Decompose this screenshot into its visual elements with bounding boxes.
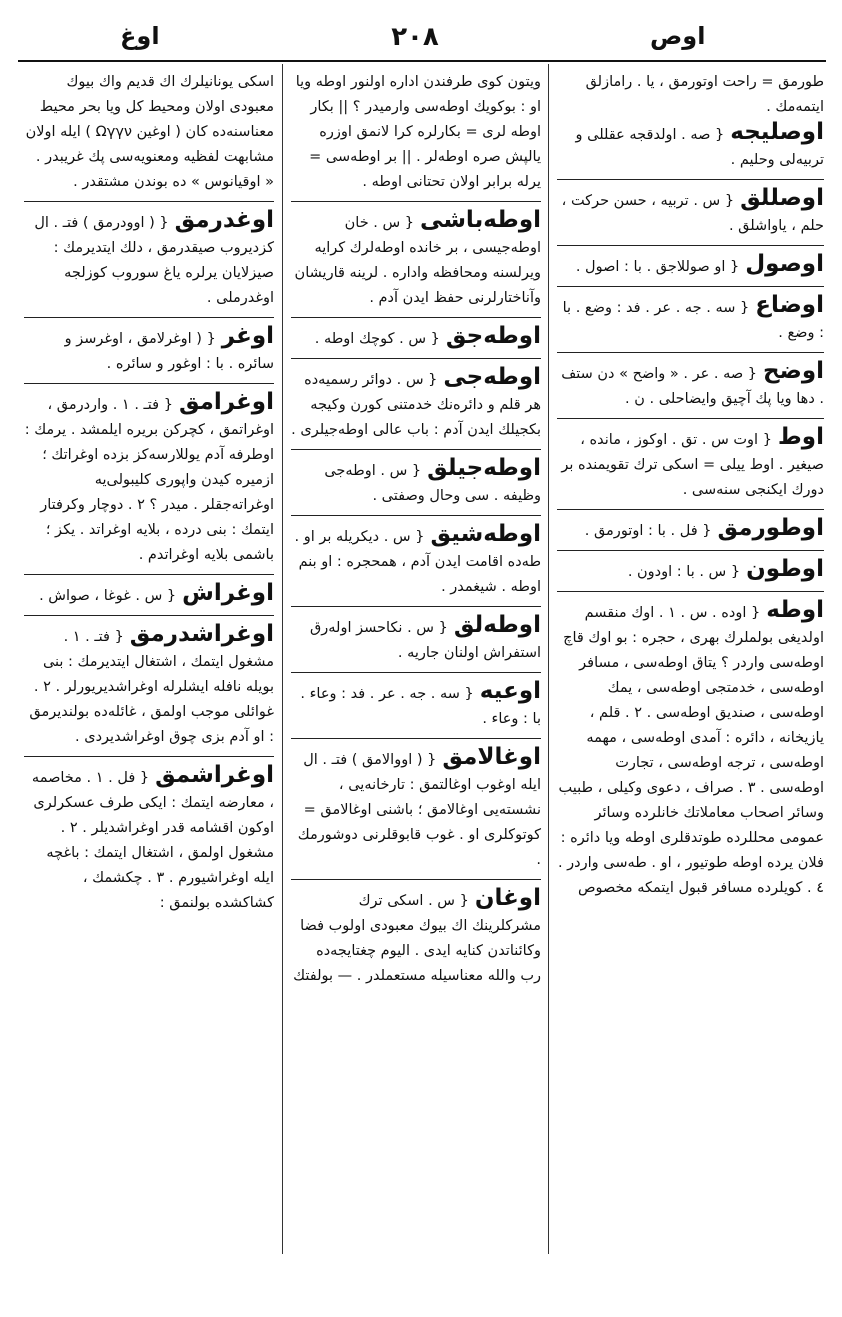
entry-definition: { س . اسكى ترك مشركلرينك اك بيوك معبودى اولوب فضا وكائناتدن كنايه ايدى . اليوم چغتايجەده رب والله معناسيله مستعملدر . — بولفتك bbox=[293, 893, 541, 984]
entry-definition: { ( اوغرلامق ، اوغرسز و سائره . با : اوغور و سائره . bbox=[64, 331, 274, 372]
entry-definition: { س . با : اودون . bbox=[627, 564, 741, 580]
entry-headword: اوطه‌لق bbox=[453, 612, 541, 638]
entry-definition: { فتـ . ١ . واردرمق ، اوغراتمق ، كچركن بريره ايلمشد . يرمك : اوطرفه آدم يوللارسه‌كز بزده اوغراتك ؛ ازميره كيدن واپورى كليبولى‌يه اوغراتەجقلر . ميدر ؟ ٢ . دوچار وكرفتار ايتمك : بنى درده ، بلايه اوغراتد . يكز ؛ باشمى بلايه اوغراتدم . bbox=[24, 397, 274, 563]
header-rule bbox=[18, 60, 826, 62]
entry-headword: اوطه‌شيق bbox=[430, 521, 541, 547]
entry-definition: { ( اوودرمق ) فتـ . ال كزديروب صيقدرمق ، دلك ايتديرمك : صيزلايان يرلره ياغ سوروب كوزلجه اوغدرملى . bbox=[34, 215, 274, 306]
dictionary-entry bbox=[24, 208, 274, 318]
entry-definition: { فل . ١ . مخاصمه ، معارضه ايتمك : ايكى طرف عسكرلرى اوكون اقشامه قدر اوغراشديلر . ٢ . مشغول اولمق ، اشتغال ايتمك : باغچه ايله اوغراشيورم . ٣ . چكشمك ، كشاكشده بولنمق : bbox=[31, 770, 274, 911]
dictionary-entry bbox=[291, 745, 541, 880]
column-divider bbox=[548, 64, 549, 1254]
entry-headword: اوطه‌جى bbox=[443, 364, 541, 390]
dictionary-entry bbox=[291, 365, 541, 450]
entry-headword: اوضاع bbox=[755, 292, 824, 318]
dictionary-entry bbox=[24, 763, 274, 922]
entry-headword: اوصليجه bbox=[730, 119, 824, 145]
entry-definition: { س . ديكريله بر او . طەده اقامت ايدن آدم ، همحجره : او بنم اوطه . شيغمدر . bbox=[294, 529, 541, 595]
entry-headword: اوغالامق bbox=[442, 744, 541, 770]
dictionary-entry bbox=[24, 622, 274, 757]
dictionary-entry bbox=[557, 359, 824, 419]
entry-definition: { س . تربيە ، حسن حركت ، حلم ، ياواشلق . bbox=[561, 193, 824, 234]
entry-continuation bbox=[557, 70, 824, 120]
entry-definition: { اوت س . تق . اوكوز ، ماندە ، صيغير . اوط ييلى = اسكى ترك تقويمنده بر دورك ايكنجى سنەسى . bbox=[561, 432, 824, 498]
dictionary-entry bbox=[24, 581, 274, 616]
entry-definition: { فتـ . ١ . مشغول ايتمك ، اشتغال ايتديرمك : بنى بويله نافله ايشلرله اوغراشديريورلر . ٢ . غوائلى موجب اولمق ، غائلەده بولنديرمق : او آدم بزى چوق اوغراشديردى . bbox=[29, 629, 274, 745]
dictionary-entry bbox=[557, 293, 824, 353]
dictionary-entry bbox=[291, 456, 541, 516]
header-right-guide-word: اوص bbox=[650, 22, 706, 50]
entry-definition: { سە . جە . عر . فد : وعاء . با : وعاء . bbox=[300, 686, 541, 727]
dictionary-entry bbox=[557, 120, 824, 180]
entry-definition: { س . دوائر رسميەده هر قلم و دائرەنك خدمتنى كورن وكيجه بكجيلك ايدن آدم : باب عالى اوطەجيلرى . bbox=[291, 372, 541, 438]
entry-definition: { ( اووالامق ) فتـ . ال ايله اوغوب اوغالتمق : تارخانەيى ، نشستەيى اوغالامق ؛ باشنى اوغالامق = كوتوكلرى او . غوب قابوقلرنى دوشورمك . bbox=[297, 752, 541, 868]
header-left-guide-word: اوغ bbox=[120, 22, 160, 50]
entry-headword: اوطه‌باشى bbox=[420, 207, 541, 233]
dictionary-entry bbox=[557, 557, 824, 592]
entry-headword: اوغر bbox=[221, 323, 274, 349]
entry-headword: اوغرامق bbox=[178, 389, 274, 415]
dictionary-entry bbox=[291, 208, 541, 318]
entry-definition: ويتون كوى طرفندن اداره اولنور اوطه ويا او : بوكويك اوطەسى وارميدر ؟ || بكار اوطه لرى = بكارلره كرا لانمق اوزره يالپش صره اوطەلر . || بر اوطەسى = يرله برابر اولان تحتانى اوطه . bbox=[295, 74, 541, 190]
entry-definition: { سە . جە . عر . فد : وضع . با : وضع . bbox=[562, 300, 824, 341]
entry-definition: اسكى يونانيلرك اك قديم واك بيوك معبودى اولان ومحيط كل ويا بحر محيط معناسنەده كان ( اوغين Ωγγν ) ايله اولان مشابهت لفظيه ومعنويەسى پك غريبدر . « اوقيانوس » ده بوندن مشتقدر . bbox=[25, 74, 274, 190]
entry-headword: اوطون bbox=[746, 556, 824, 582]
dictionary-entry bbox=[291, 613, 541, 673]
entry-headword: اوغراش bbox=[182, 580, 274, 606]
entry-headword: اوغان bbox=[474, 885, 541, 911]
entry-definition: { س . خان اوطەجيسى ، بر خانده اوطەلرك كرايه ويرلسنه ومحافظه واداره . لرينه قاريشان وآناختارلرنى حفظ ايدن آدم . bbox=[294, 215, 541, 306]
entry-headword: اوطه bbox=[766, 597, 824, 623]
entry-headword: اوعيه bbox=[479, 678, 541, 704]
dictionary-entry bbox=[24, 390, 274, 575]
page-header bbox=[0, 0, 842, 60]
entry-continuation bbox=[291, 70, 541, 202]
entry-headword: اوغدرمق bbox=[174, 207, 274, 233]
entry-definition: { اوده . س . ١ . اوك منقسم اولديغى بولملرك بهرى ، حجره : بو اوك قاچ اوطەسى واردر ؟ يتاق اوطەسى ، مسافر اوطەسى ، خدمتجى اوطەسى ، يمك اوطەسى ، صنديق اوطەسى . ٢ . قلم ، يازيخانه ، دائره : آمدى اوطەسى ، مهمه اوطەسى ، ترجه اوطەسى ، تجارت اوطەسى . ٣ . صراف ، دعوى وكيلى ، طبيب وسائر اصحاب معاملاتك خانلرده وسائر عمومى محللرده طوتدقلرى اوطه ويا دائره : فلان يرده اوطه طوتيور ، او . طەسى واردر . ٤ . كويلرده مسافر قبول ايتمكه مخصوص bbox=[557, 605, 824, 896]
dictionary-entry bbox=[291, 679, 541, 739]
entry-definition: { س . غوغا ، صواش . bbox=[39, 588, 177, 604]
entry-headword: اوط bbox=[777, 424, 824, 450]
entry-headword: اوغراشمق bbox=[155, 762, 274, 788]
entry-definition: { س . كوچك اوطه . bbox=[314, 331, 440, 347]
dictionary-entry bbox=[557, 516, 824, 551]
entry-headword: اوصللق bbox=[740, 185, 824, 211]
entry-definition: طورمق = راحت اوتورمق ، يا . رامازلق ايتمەمك . bbox=[585, 74, 824, 115]
entry-definition: { او صوللاجق . با : اصول . bbox=[575, 259, 740, 275]
entry-definition: { فل . با : اوتورمق . bbox=[584, 523, 712, 539]
dictionary-entry bbox=[557, 186, 824, 246]
entry-headword: اوضح bbox=[763, 358, 824, 384]
entry-headword: اوطه‌جق bbox=[445, 323, 541, 349]
dictionary-entry bbox=[557, 598, 824, 907]
entry-definition: { س . نكاحسز اولەرق استفراش اولنان جاريه . bbox=[310, 620, 541, 661]
dictionary-entry bbox=[557, 252, 824, 287]
column-divider bbox=[282, 64, 283, 1254]
dictionary-entry bbox=[557, 425, 824, 510]
dictionary-entry bbox=[24, 324, 274, 384]
entry-headword: اوطورمق bbox=[717, 515, 824, 541]
entry-continuation bbox=[24, 70, 274, 202]
entry-headword: اوطه‌جيلق bbox=[427, 455, 541, 481]
entry-definition: { صە . عر . « واضح » دن ستف . دها ويا پك آچيق وايضاحلى . ن . bbox=[561, 366, 824, 407]
dictionary-entry bbox=[291, 324, 541, 359]
dictionary-entry bbox=[291, 886, 541, 995]
entry-definition: { صە . اولدقجه عقللى و تربيەلى وحليم . bbox=[575, 127, 824, 168]
entry-headword: اوغراشدرمق bbox=[129, 621, 274, 647]
middle-column bbox=[287, 70, 545, 1250]
page-number: ٢٠٨ bbox=[391, 22, 439, 52]
entry-headword: اوصول bbox=[745, 251, 824, 277]
dictionary-entry bbox=[291, 522, 541, 607]
entry-definition: { س . اوطەجى وظيفه . سى وحال وصفتى . bbox=[324, 463, 541, 504]
right-column bbox=[553, 70, 828, 1250]
left-column bbox=[20, 70, 278, 1250]
